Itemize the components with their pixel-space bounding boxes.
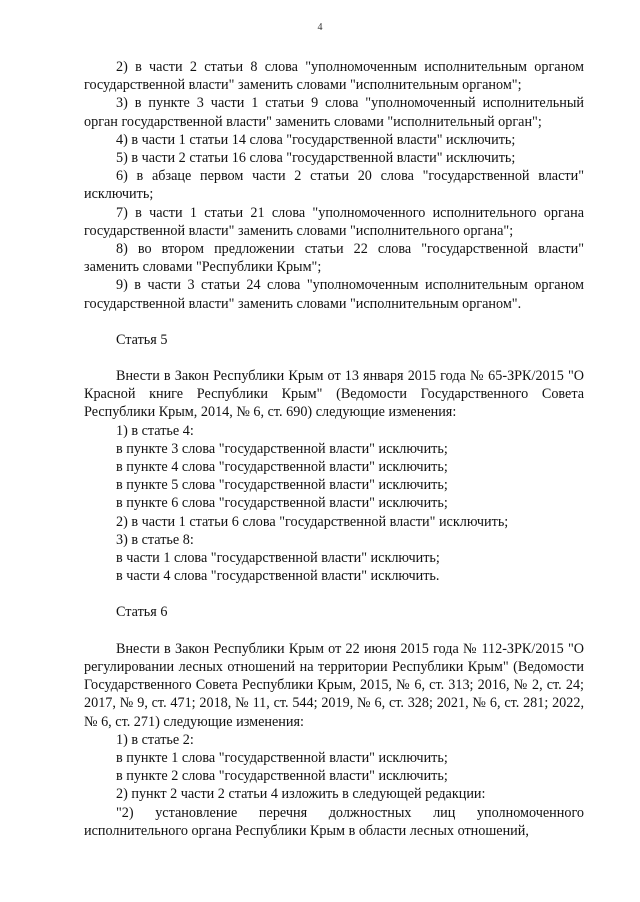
paragraph: 1) в статье 2: bbox=[116, 731, 194, 748]
paragraph: в пункте 5 слова "государственной власти" исключить; bbox=[116, 477, 448, 494]
paragraph: 2) пункт 2 части 2 статьи 4 изложить в следующей редакции: bbox=[116, 786, 486, 803]
paragraph: в пункте 3 слова "государственной власти" исключить; bbox=[116, 440, 448, 457]
paragraph: 8) во втором предложении статьи 22 слова "государственной власти" заменить словами "Республики Крым"; bbox=[84, 241, 584, 276]
paragraph: Внести в Закон Республики Крым от 22 июня 2015 года № 112-ЗРК/2015 "О регулировании лесных отношений на территории Республики Крым" (Ведомости Государственного Совета Республики Крым, 2015, № 6, ст. 313; 2016, № 2, ст. 24; 2017, № 9, ст. 471; 2018, № 11, ст. 544; 2019, № 6, ст. 328; 2021, № 6, ст. 281; 2022, № 6, ст. 271) следующие изменения: bbox=[84, 640, 584, 730]
article-heading: Статья 6 bbox=[116, 604, 168, 621]
paragraph: в части 4 слова "государственной власти" исключить. bbox=[116, 568, 440, 585]
paragraph: в пункте 4 слова "государственной власти" исключить; bbox=[116, 459, 448, 476]
paragraph: Внести в Закон Республики Крым от 13 января 2015 года № 65-ЗРК/2015 "О Красной книге Республики Крым" (Ведомости Государственного Совета Республики Крым, 2014, № 6, ст. 690) следующие изменения: bbox=[84, 368, 584, 421]
paragraph: в пункте 2 слова "государственной власти" исключить; bbox=[116, 768, 448, 785]
paragraph: 9) в части 3 статьи 24 слова "уполномоченным исполнительным органом государственной власти" заменить словами "исполнительным органом". bbox=[84, 277, 584, 312]
paragraph: в части 1 слова "государственной власти" исключить; bbox=[116, 550, 440, 567]
paragraph: в пункте 6 слова "государственной власти" исключить; bbox=[116, 495, 448, 512]
paragraph: 5) в части 2 статьи 16 слова "государственной власти" исключить; bbox=[116, 150, 516, 167]
paragraph: 6) в абзаце первом части 2 статьи 20 слова "государственной власти" исключить; bbox=[84, 168, 584, 203]
paragraph: 2) в части 1 статьи 6 слова "государственной власти" исключить; bbox=[116, 513, 509, 530]
paragraph: в пункте 1 слова "государственной власти" исключить; bbox=[116, 749, 448, 766]
paragraph: 4) в части 1 статьи 14 слова "государственной власти" исключить; bbox=[116, 131, 516, 148]
page-number: 4 bbox=[317, 22, 323, 33]
paragraph: 3) в пункте 3 части 1 статьи 9 слова "уполномоченный исполнительный орган государственной власти" заменить словами "исполнительный орган"; bbox=[84, 95, 584, 130]
paragraph: 1) в статье 4: bbox=[116, 422, 194, 439]
paragraph: "2) установление перечня должностных лиц уполномоченного исполнительного органа Республики Крым в области лесных отношений, bbox=[84, 804, 584, 839]
paragraph: 2) в части 2 статьи 8 слова "уполномоченным исполнительным органом государственной власти" заменить словами "исполнительным органом"; bbox=[84, 59, 584, 94]
document-body bbox=[84, 58, 584, 840]
article-heading: Статья 5 bbox=[116, 331, 168, 348]
paragraph: 7) в части 1 статьи 21 слова "уполномоченного исполнительного органа государственной власти" заменить словами "исполнительного органа"; bbox=[84, 204, 584, 239]
paragraph: 3) в статье 8: bbox=[116, 531, 194, 548]
